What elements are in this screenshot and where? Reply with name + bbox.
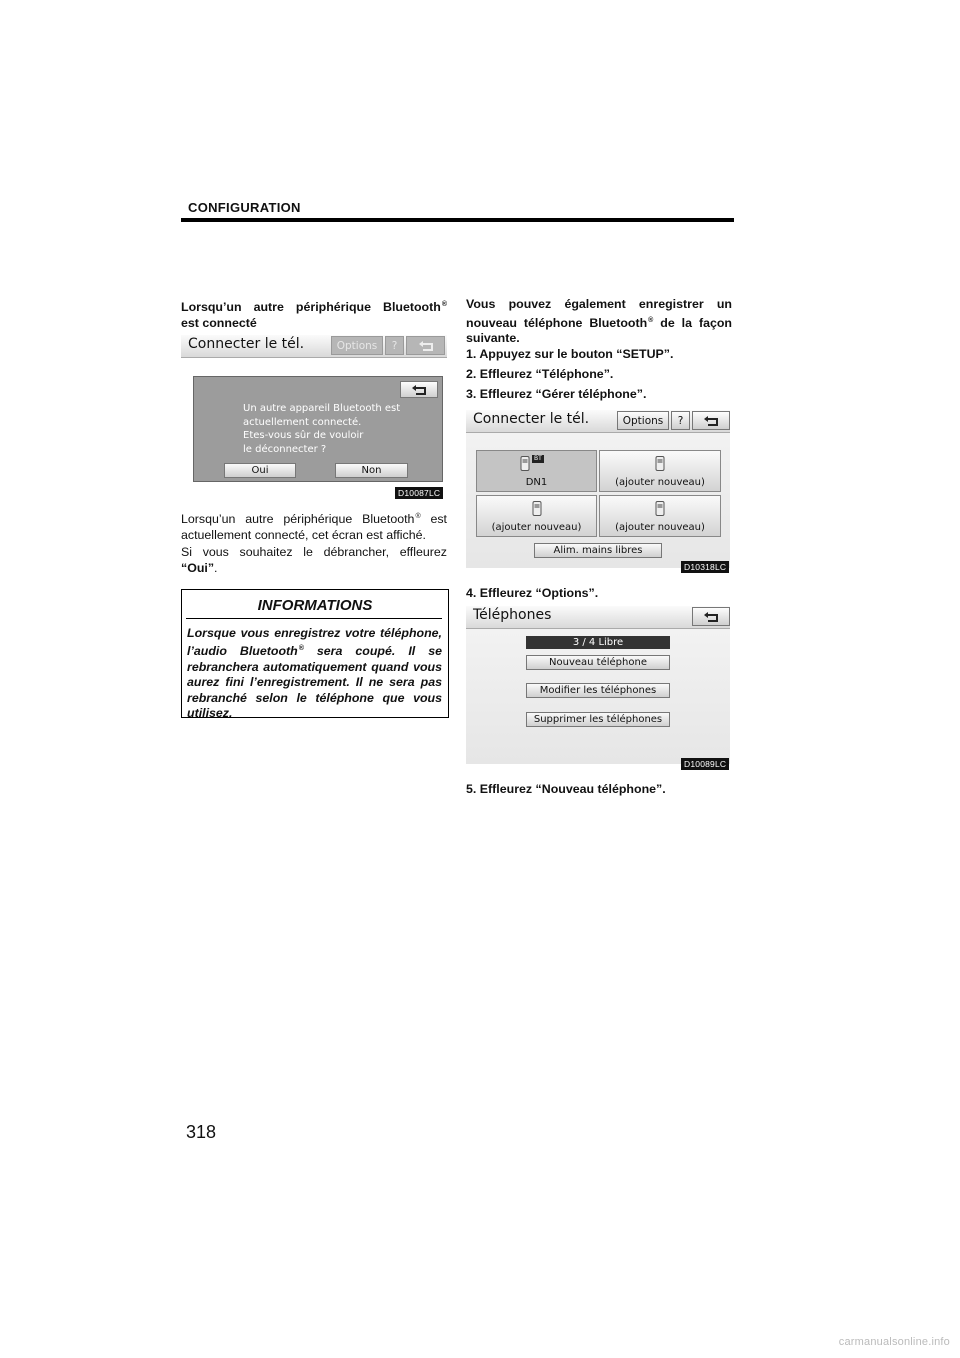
step-2: 2. Effleurez “Téléphone”. (466, 367, 614, 381)
header-rule (181, 218, 734, 222)
step-1: 1. Appuyez sur le bouton “SETUP”. (466, 347, 674, 361)
screen2-back-button[interactable] (692, 411, 730, 430)
phone-handset-icon (532, 501, 541, 516)
yes-button[interactable]: Oui (224, 463, 296, 478)
back-arrow-icon (702, 415, 720, 427)
handsfree-power-button[interactable]: Alim. mains libres (534, 543, 662, 558)
dialog-message: Un autre appareil Bluetooth est actuellement connecté. Etes-vous sûr de vouloir le déconnecter ? (243, 403, 401, 455)
phone-slot-add-3[interactable] (476, 495, 597, 537)
step-4: 4. Effleurez “Options”. (466, 586, 599, 600)
left-heading: Lorsqu’un autre périphérique Bluetooth® est connecté (181, 300, 447, 330)
section-title: CONFIGURATION (188, 200, 301, 215)
phone-handset-icon (521, 456, 530, 471)
screen3-title-bar (466, 606, 730, 629)
phone-count-bar: 3 / 4 Libre (526, 636, 670, 649)
phones-screen (466, 606, 730, 764)
information-text: Lorsque vous enregistrez votre téléphone, l’audio Bluetooth® sera coupé. Il se rebranchera automatiquement quand vous aurez fini l’enregistrement. Il ne sera pas rebranché selon le téléphone que vous utilisez. (187, 626, 442, 721)
phone-handset-icon (656, 501, 665, 516)
registered-mark: ® (415, 513, 421, 520)
screen3-back-button[interactable] (692, 607, 730, 626)
back-arrow-icon (702, 611, 720, 623)
left-paragraph-2: Si vous souhaitez le débrancher, effleurez “Oui”. (181, 545, 447, 575)
phone-slot-add-4[interactable] (599, 495, 721, 537)
phone-slot-label: (ajouter nouveau) (615, 477, 705, 488)
page-number: 318 (186, 1122, 217, 1142)
screen2-title-bar (466, 410, 730, 433)
disconnect-dialog (193, 376, 443, 482)
delete-phones-button[interactable]: Supprimer les téléphones (526, 712, 670, 727)
screen3-figure-code: D10089LC (681, 758, 729, 770)
step-3: 3. Effleurez “Gérer téléphone”. (466, 387, 647, 401)
screen2-figure-code: D10318LC (681, 561, 729, 573)
options-button[interactable]: Options (617, 411, 669, 430)
watermark: carmanualsonline.info (838, 1336, 950, 1348)
screen2-title: Connecter le tél. (473, 411, 590, 427)
information-box (181, 589, 449, 721)
dialog-back-button[interactable] (400, 381, 438, 398)
phone-slot-add-2[interactable] (599, 450, 721, 492)
back-arrow-icon (410, 384, 428, 396)
screen1-title-bar (181, 335, 447, 358)
phone-slot-label: (ajouter nouveau) (615, 522, 705, 533)
registered-mark: ® (441, 301, 447, 308)
help-button[interactable]: ? (671, 411, 690, 430)
left-paragraph-1: Lorsqu’un autre périphérique Bluetooth® est actuellement connecté, cet écran est affiché. (181, 512, 447, 542)
phone-slot-dn1[interactable] (476, 450, 597, 492)
screen1-figure-code: D10087LC (395, 487, 443, 499)
screen1-back-button[interactable] (406, 336, 445, 355)
screen1-title: Connecter le tél. (188, 336, 305, 352)
no-button[interactable]: Non (335, 463, 408, 478)
phone-slot-label: DN1 (525, 477, 548, 488)
screen1-help-button[interactable]: ? (385, 336, 404, 355)
phone-handset-icon (656, 456, 665, 471)
modify-phones-button[interactable]: Modifier les téléphones (526, 683, 670, 698)
connect-phone-screen (466, 410, 730, 568)
back-arrow-icon (417, 340, 435, 352)
screen3-title: Téléphones (473, 607, 552, 623)
phone-slot-label: (ajouter nouveau) (491, 522, 582, 533)
step-5: 5. Effleurez “Nouveau téléphone”. (466, 782, 666, 796)
bluetooth-badge: BT (534, 455, 542, 462)
right-intro: Vous pouvez également enregistrer un nouveau téléphone Bluetooth® de la façon suivante. (466, 297, 732, 345)
registered-mark: ® (298, 645, 304, 653)
registered-mark: ® (648, 316, 654, 324)
information-title: INFORMATIONS (257, 597, 373, 614)
screen1-options-button[interactable]: Options (331, 336, 383, 355)
new-phone-button[interactable]: Nouveau téléphone (526, 655, 670, 670)
